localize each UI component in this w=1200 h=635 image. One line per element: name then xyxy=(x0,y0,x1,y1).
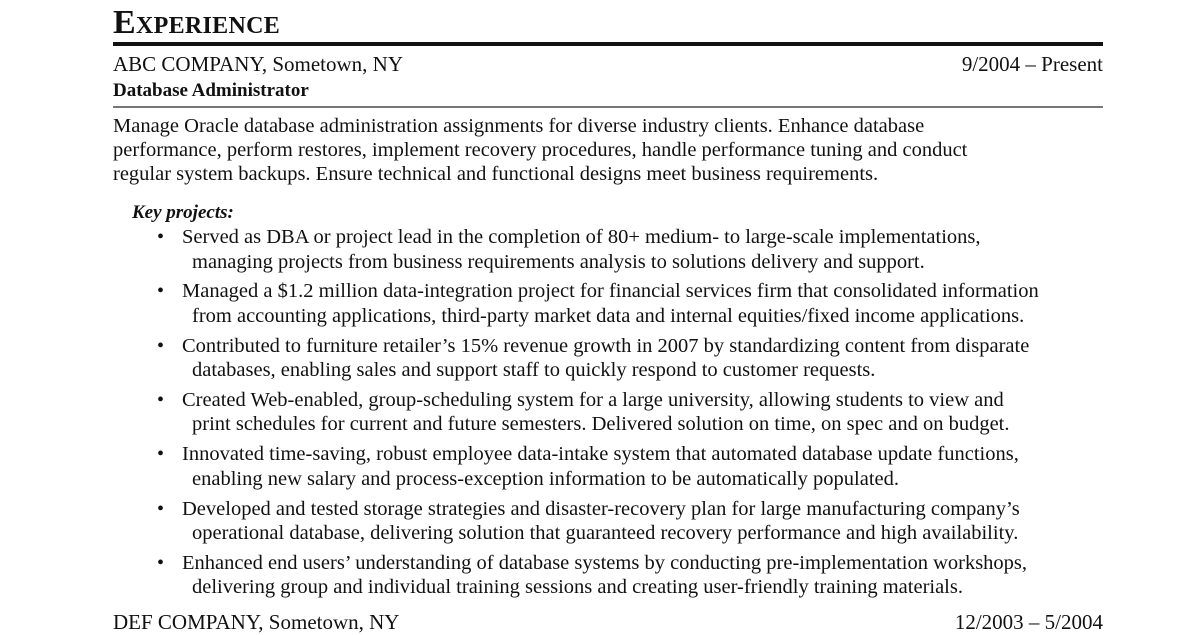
bullet-icon: • xyxy=(157,280,165,303)
job-title: Database Administrator xyxy=(113,80,309,101)
project-bullet-line: enabling new salary and process-exception information to be automatically populated. xyxy=(192,467,900,490)
project-bullet-line: operational database, delivering solution that guaranteed recovery performance and high availability. xyxy=(192,522,1019,544)
section-heading: Experience xyxy=(113,4,281,41)
bullet-icon: • xyxy=(157,334,165,357)
project-bullet-line: Created Web-enabled, group-scheduling system for a large university, allowing students to view and xyxy=(182,388,1004,411)
job-dates: 9/2004 – Present xyxy=(961,52,1103,76)
project-bullet-line: Innovated time-saving, robust employee data-intake system that automated database update functions, xyxy=(182,443,1019,466)
bullet-icon: • xyxy=(157,497,165,520)
project-bullet-line: databases, enabling sales and support staff to quickly respond to customer requests. xyxy=(192,359,876,382)
project-bullet-line: Contributed to furniture retailer’s 15% revenue growth in 2007 by standardizing content from disparate xyxy=(182,334,1030,357)
job-summary-line: performance, perform restores, implement recovery procedures, handle performance tuning and conduct xyxy=(113,139,968,161)
bullet-icon: • xyxy=(157,551,165,574)
key-projects-label: Key projects: xyxy=(132,202,234,223)
project-bullet-line: Developed and tested storage strategies and disaster-recovery plan for large manufacturing company’s xyxy=(182,497,1020,520)
job-dates: 12/2003 – 5/2004 xyxy=(954,610,1103,634)
bullet-icon: • xyxy=(157,388,165,411)
job-summary-line: Manage Oracle database administration assignments for diverse industry clients. Enhance database xyxy=(113,115,925,137)
project-bullet-line: from accounting applications, third-party market data and internal equities/fixed income applications. xyxy=(192,304,1025,327)
project-bullet-line: delivering group and individual training sessions and creating user-friendly training materials. xyxy=(192,576,963,599)
job-divider xyxy=(113,106,1103,108)
project-bullet-line: managing projects from business requirements analysis to solutions delivery and support. xyxy=(192,250,925,273)
job-company: DEF COMPANY, Sometown, NY xyxy=(113,610,400,634)
project-bullet-line: Served as DBA or project lead in the completion of 80+ medium- to large-scale implementations, xyxy=(182,226,981,248)
project-bullet-line: Enhanced end users’ understanding of database systems by conducting pre-implementation workshops, xyxy=(182,551,1028,574)
project-bullet-line: Managed a $1.2 million data-integration project for financial services firm that consolidated information xyxy=(182,280,1039,303)
job-summary-line: regular system backups. Ensure technical and functional designs meet business requirements. xyxy=(113,163,879,185)
heading-divider xyxy=(113,42,1103,46)
job-company: ABC COMPANY, Sometown, NY xyxy=(113,52,403,76)
bullet-icon: • xyxy=(157,226,165,248)
project-bullet-line: print schedules for current and future semesters. Delivered solution on time, on spec and on budget. xyxy=(192,413,1010,436)
bullet-icon: • xyxy=(157,443,165,466)
